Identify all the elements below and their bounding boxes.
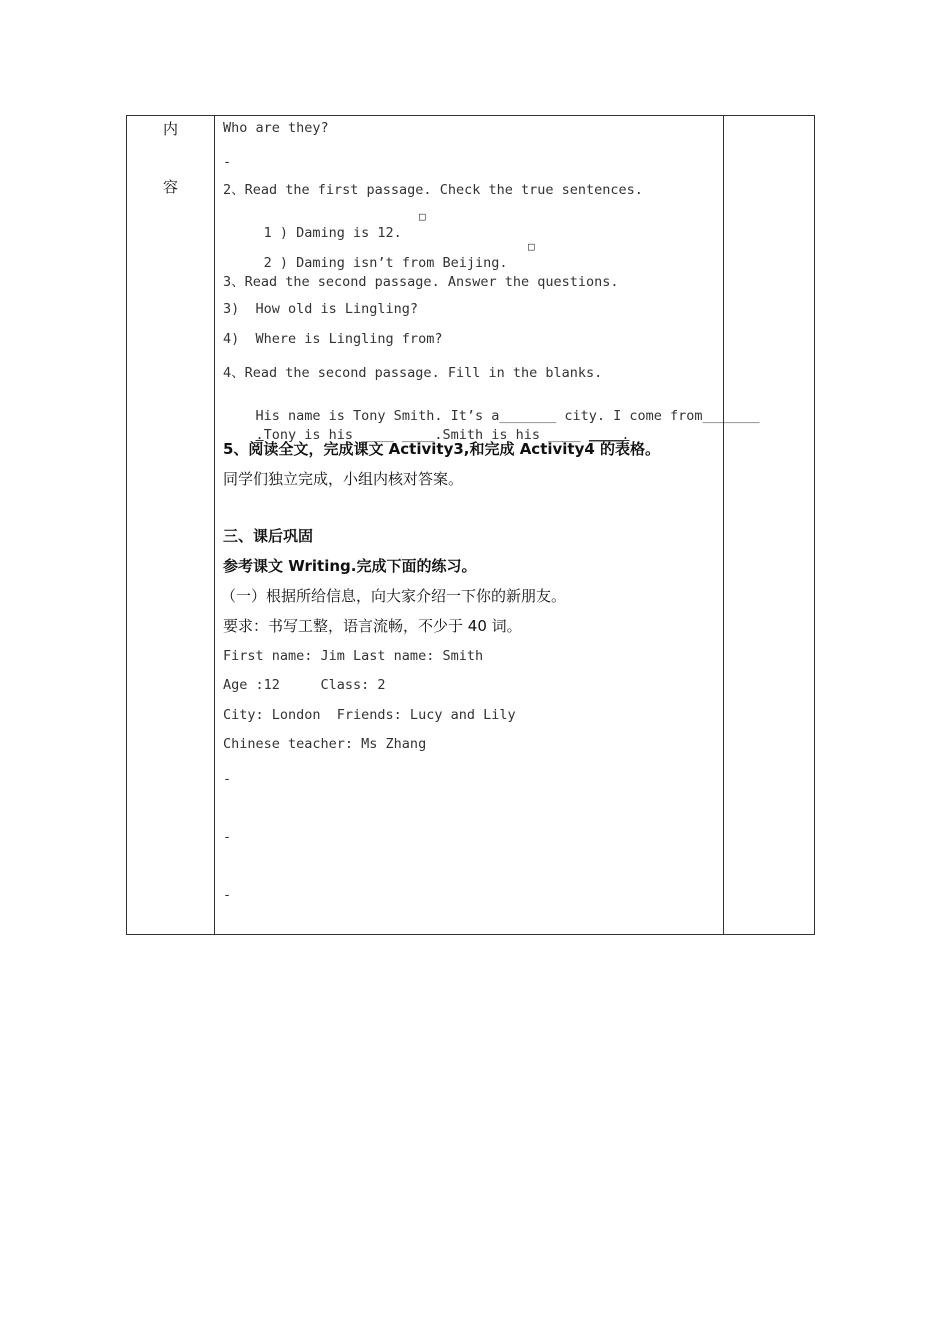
question-3: 3) How old is Lingling? xyxy=(223,301,419,317)
info-city-friends: City: London Friends: Lucy and Lily xyxy=(223,707,516,723)
fill-text-a: His name is Tony Smith. It’s a xyxy=(255,408,500,424)
blank-field[interactable]: _______ xyxy=(499,408,557,424)
side-label-char-1: 内 xyxy=(162,120,178,138)
checkbox-icon[interactable]: □ xyxy=(528,240,535,253)
blank-field[interactable]: ____ xyxy=(548,427,581,443)
task-2-heading: 2、Read the first passage. Check the true sentences. xyxy=(223,182,643,198)
blank-field[interactable]: _______ xyxy=(702,408,760,424)
period-mark: . xyxy=(255,427,264,443)
dash-line: - xyxy=(223,829,232,845)
writing-requirements: 要求：书写工整，语言流畅，不少于 40 词。 xyxy=(223,617,522,635)
info-age-class: Age :12 Class: 2 xyxy=(223,677,386,693)
question-4: 4) Where is Lingling from? xyxy=(223,331,443,347)
fill-text-b: city. I come from xyxy=(556,408,703,424)
dash-line: - xyxy=(223,771,232,787)
lesson-table xyxy=(126,115,815,935)
writing-task-1: （一）根据所给信息，向大家介绍一下你的新朋友。 xyxy=(221,587,567,605)
column-divider-left xyxy=(214,116,215,934)
blank-field[interactable]: ____ xyxy=(401,427,435,443)
dash-line: - xyxy=(223,154,232,170)
side-label-char-2: 容 xyxy=(162,178,178,196)
instruction-independent: 同学们独立完成，小组内核对答案。 xyxy=(223,470,464,488)
dash-line: - xyxy=(223,887,232,903)
blank-field[interactable]: ____ xyxy=(361,427,394,443)
section-3-heading: 三、课后巩固 xyxy=(223,527,314,545)
task-4-heading: 4、Read the second passage. Fill in the blanks. xyxy=(223,365,603,381)
fill-text-c: Tony is his xyxy=(263,427,362,443)
fill-text-d: .Smith is his xyxy=(434,427,549,443)
statement-1-text: 1 ) Daming is 12. xyxy=(255,225,402,241)
blank-field[interactable]: ____. xyxy=(588,427,630,443)
question-who: Who are they? xyxy=(223,120,329,136)
info-teacher: Chinese teacher: Ms Zhang xyxy=(223,736,427,752)
writing-reference: 参考课文 Writing.完成下面的练习。 xyxy=(223,557,477,575)
info-name: First name: Jim Last name: Smith xyxy=(223,648,484,664)
task-3-heading: 3、Read the second passage. Answer the questions. xyxy=(223,274,619,290)
task-5-heading: 5、阅读全文，完成课文 Activity3,和完成 Activity4 的表格。 xyxy=(223,440,661,458)
statement-2-text: 2 ) Daming isn’t from Beijing. xyxy=(255,255,508,271)
checkbox-icon[interactable]: □ xyxy=(419,210,426,223)
column-divider-right xyxy=(723,116,724,934)
